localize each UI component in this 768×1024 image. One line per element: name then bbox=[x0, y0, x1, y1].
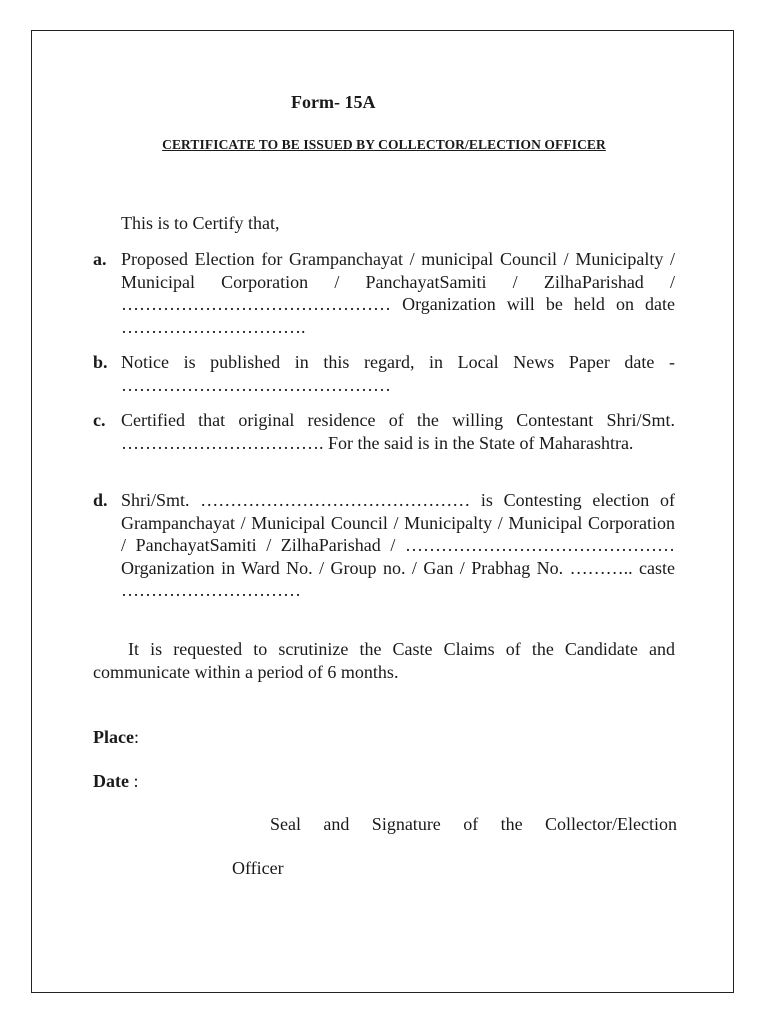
list-marker-c: c. bbox=[93, 410, 106, 430]
form-title: Form- 15A bbox=[291, 92, 376, 112]
list-text-d: Shri/Smt. ……………………………………… is Contesting election of Grampanchayat / Municipal Council / Municipalty / Municipal Corporation / PanchayatSamiti / ZilhaParishad / ……………………………………… Organization in Ward No. / Group no. / Gan / Prabhag No. ……….. caste ………………………… bbox=[121, 490, 675, 600]
list-text-c: Certified that original residence of the willing Contestant Shri/Smt. ……………………………. For the said is in the State of Maharashtra. bbox=[121, 410, 675, 453]
list-text-a: Proposed Election for Grampanchayat / municipal Council / Municipalty / Municipal Corporation / PanchayatSamiti / ZilhaParishad / ……………………………………… Organization will be held on date …………………………. bbox=[121, 249, 675, 337]
date-separator: : bbox=[128, 771, 139, 791]
list-marker-a: a. bbox=[93, 249, 107, 269]
place-label: Place bbox=[93, 727, 134, 747]
list-item-d bbox=[93, 489, 675, 602]
certificate-heading: CERTIFICATE TO BE ISSUED BY COLLECTOR/ELECTION OFFICER bbox=[162, 137, 606, 152]
list-marker-b: b. bbox=[93, 352, 108, 372]
place-line bbox=[93, 727, 139, 748]
signature-line-officer: Officer bbox=[232, 858, 284, 878]
intro-text: This is to Certify that, bbox=[121, 213, 280, 233]
date-label: Date bbox=[93, 771, 129, 791]
list-item-b bbox=[93, 351, 675, 396]
list-item-c bbox=[93, 409, 675, 454]
request-paragraph: It is requested to scrutinize the Caste Claims of the Candidate and communicate within a period of 6 months. bbox=[93, 639, 675, 682]
list-item-a bbox=[93, 248, 675, 338]
list-marker-d: d. bbox=[93, 490, 108, 510]
date-line bbox=[93, 771, 139, 792]
list-text-b: Notice is published in this regard, in Local News Paper date - ……………………………………… bbox=[121, 352, 675, 395]
signature-line: Seal and Signature of the Collector/Election bbox=[270, 814, 677, 834]
place-separator: : bbox=[133, 727, 139, 747]
